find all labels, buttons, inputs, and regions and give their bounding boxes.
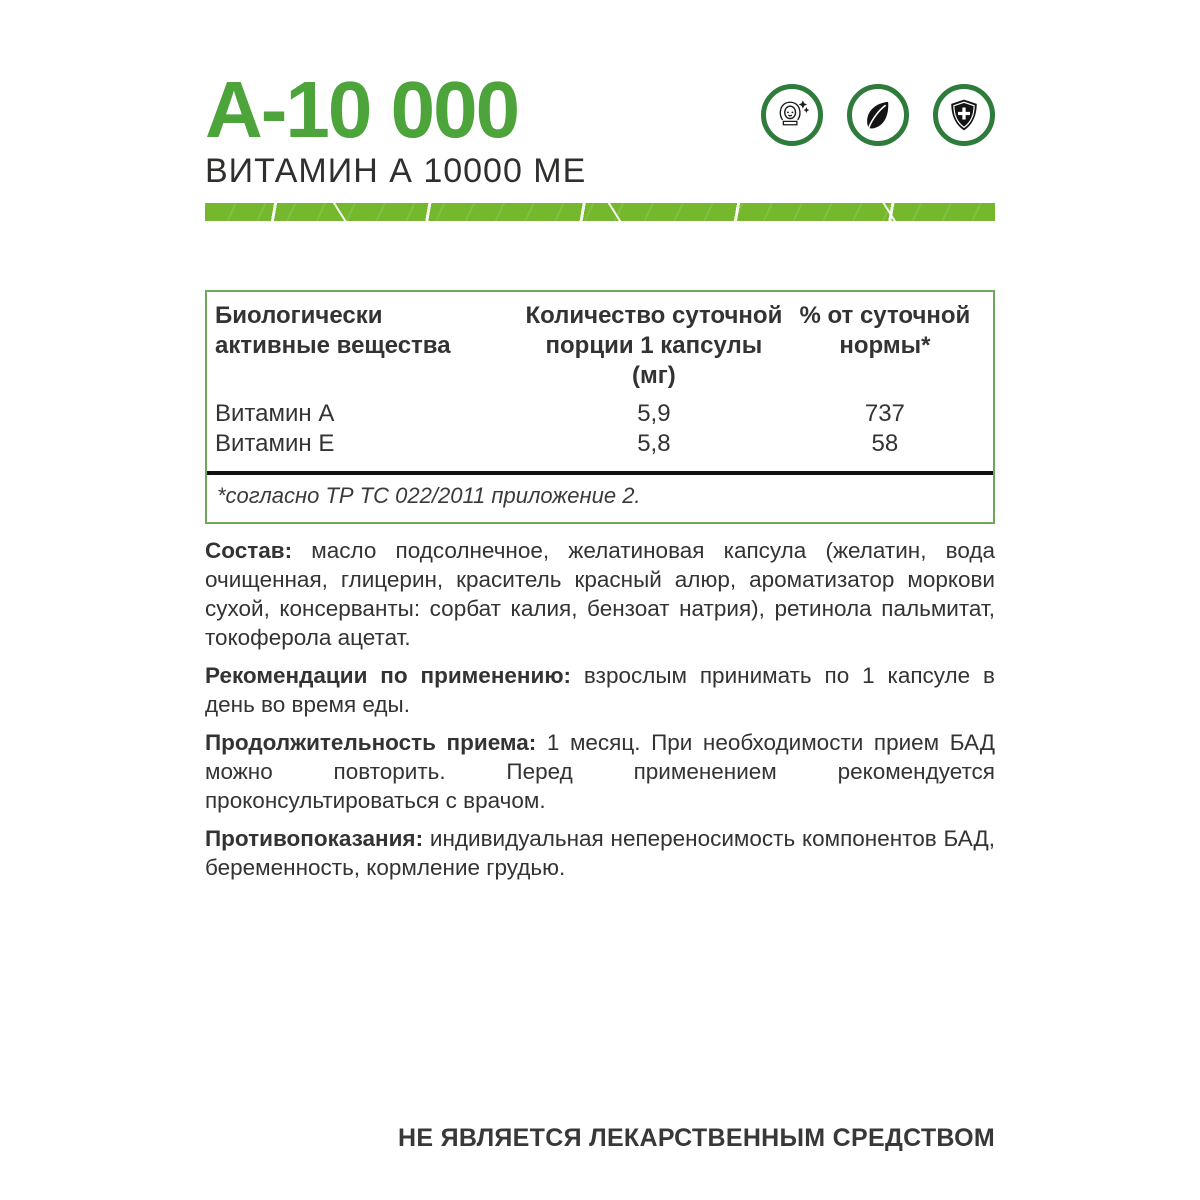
natural-badge [847,84,909,146]
paragraph-composition [205,536,995,652]
not-a-medicine-disclaimer: НЕ ЯВЛЯЕТСЯ ЛЕКАРСТВЕННЫМ СРЕДСТВОМ [398,1124,995,1152]
column-header-substances: Биологически активные вещества [215,302,451,359]
paragraph-duration-label: Продолжительность приема: [205,730,537,755]
label-content [205,0,995,1200]
paragraph-recommendations-label: Рекомендации по применению: [205,663,572,688]
table-footnote: *согласно ТР ТС 022/2011 приложение 2. [207,471,993,522]
column-header-daily-percent: % от суточной нормы* [799,302,971,359]
table-row-vitamin-a-name: Витамин А [215,400,335,427]
product-title: А-10 000 [205,65,519,154]
paragraph-recommendations [205,661,995,719]
product-subtitle: ВИТАМИН А 10000 МЕ [205,152,587,190]
paragraph-contraindications-label: Противопоказания: [205,826,424,851]
body-copy [205,536,995,891]
beauty-face-sparkles-icon [774,97,810,133]
table-row-vitamin-a-amount: 5,9 [637,400,671,427]
table-row-vitamin-e-name: Витамин Е [215,430,335,457]
label-header [205,65,995,190]
column-header-amount: Количество суточной порции 1 капсулы (мг) [525,302,783,389]
decorative-stripe [205,203,995,221]
protection-badge [933,84,995,146]
supplement-facts-table [205,290,995,524]
badge-row [761,84,995,146]
facts-grid [207,292,993,471]
paragraph-duration [205,728,995,815]
paragraph-duration-text: 1 месяц. При необходимости прием БАД можно повторить. Перед применением рекомендуется проконсультироваться с врачом. [205,730,995,813]
paragraph-composition-text: масло подсолнечное, желатиновая капсула (желатин, вода очищенная, глицерин, краситель красный алюр, ароматизатор моркови сухой, консерванты: сорбат калия, бензоат натрия), ретинола пальмитат, токоферола ацетат. [205,538,995,650]
paragraph-contraindications [205,824,995,882]
paragraph-recommendations-text: взрослым принимать по 1 капсуле в день во время еды. [205,663,995,717]
table-row-vitamin-e-amount: 5,8 [637,430,671,457]
leaf-icon [860,97,896,133]
beauty-badge [761,84,823,146]
title-block [205,65,587,190]
shield-cross-icon [946,97,982,133]
paragraph-contraindications-text: индивидуальная непереносимость компонентов БАД, беременность, кормление грудью. [205,826,995,880]
paragraph-composition-label: Состав: [205,538,293,563]
table-row-vitamin-a-percent: 737 [864,400,905,427]
table-row-vitamin-e-percent: 58 [871,430,899,457]
